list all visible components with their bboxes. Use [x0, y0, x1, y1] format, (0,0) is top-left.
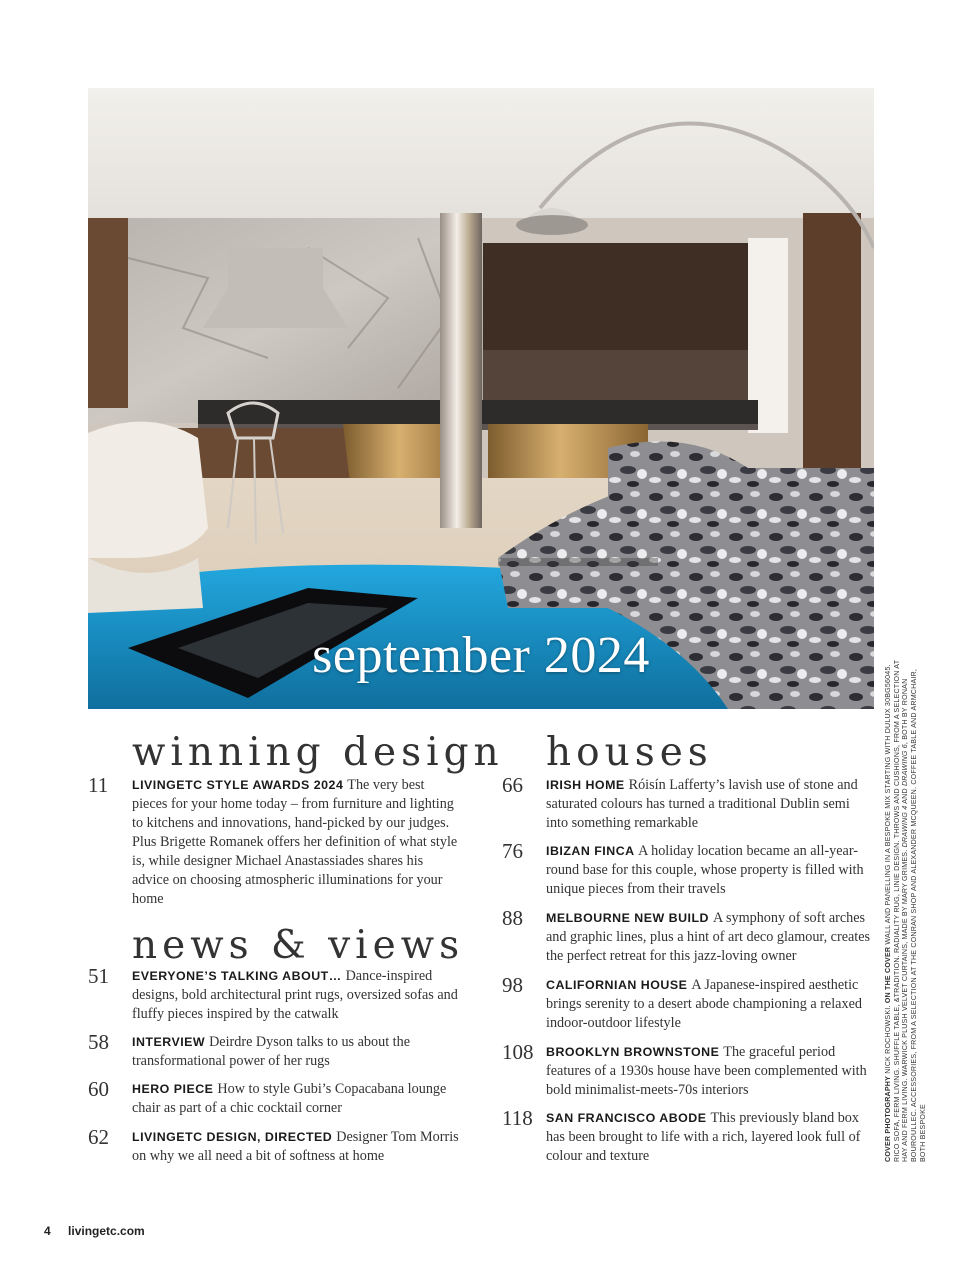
- entry-kicker: HERO PIECE: [132, 1082, 218, 1096]
- credit-artwork-title: DRAWING 6: [901, 744, 910, 787]
- entry-text: A holiday location became an all-year-round base for this couple, whose property is filled with unique pieces from their travels: [546, 843, 864, 897]
- credit-label-on-cover: ON THE COVER: [884, 946, 892, 1004]
- entry-text: A symphony of soft arches and graphic lines, plus a hint of art deco glamour, creates the perfect retreat for this jazz-loving owner: [546, 910, 871, 964]
- credit-artwork-join: AND: [901, 788, 910, 804]
- entry-text: This previously bland box has been brought to life with a rich, layered look full of colour and texture: [546, 1110, 861, 1164]
- credit-artwork-title: DRAWING 4: [901, 805, 910, 848]
- entry-kicker: EVERYONE’S TALKING ABOUT…: [132, 969, 346, 983]
- cover-credit: [884, 652, 928, 1162]
- entry-kicker: INTERVIEW: [132, 1035, 210, 1049]
- page-number: 108: [502, 1040, 534, 1064]
- entry-text: Designer Tom Morris on why we all need a bit of softness at home: [132, 1129, 459, 1164]
- footer-site-link[interactable]: livingetc.com: [68, 1224, 145, 1238]
- page-number: 60: [88, 1077, 109, 1101]
- entry-body: [546, 1109, 875, 1166]
- entry-body: [132, 967, 462, 1024]
- entry-body: [546, 842, 875, 899]
- page-number: 98: [502, 973, 523, 997]
- section-heading-houses: houses: [546, 730, 713, 775]
- entry-body: [546, 976, 875, 1033]
- page-number: 118: [502, 1106, 533, 1130]
- page-number: 58: [88, 1030, 109, 1054]
- entry-text: Deirdre Dyson talks to us about the transformational power of her rugs: [132, 1034, 411, 1069]
- page-number: 76: [502, 839, 523, 863]
- credit-label-photography: COVER PHOTOGRAPHY: [884, 1075, 892, 1162]
- page-number: 66: [502, 773, 523, 797]
- entry-body: [132, 776, 462, 909]
- interior-illustration: [88, 88, 874, 709]
- footer-page-number: 4: [44, 1224, 51, 1238]
- entry-body: [546, 776, 875, 833]
- entry-body: [546, 909, 875, 966]
- entry-kicker: SAN FRANCISCO ABODE: [546, 1111, 711, 1125]
- section-heading-news-views: news & views: [132, 923, 465, 968]
- entry-text: A Japanese-inspired aesthetic brings serenity to a desert abode championing a relaxed indoor-outdoor lifestyle: [546, 977, 862, 1031]
- entry-kicker: CALIFORNIAN HOUSE: [546, 978, 692, 992]
- entry-body: [132, 1128, 462, 1166]
- entry-body: [132, 1033, 462, 1071]
- credit-text-accessories: , BOTH BY RONAN BOUROULLEC. ACCESSORIES, FROM A SELECTION AT THE CONRAN SHOP AND ALEXANDER MCQUEEN. COFFEE TABLE AND ARMCHAIR, BOTH BESPOKE: [901, 668, 927, 1162]
- credit-text-photographer: NICK ROCHOWSKI.: [884, 1005, 892, 1074]
- page-number: 51: [88, 964, 109, 988]
- entry-kicker: MELBOURNE NEW BUILD: [546, 911, 713, 925]
- page-number: 11: [88, 773, 109, 797]
- entry-text: Dance-inspired designs, bold architectural print rugs, oversized sofas and fluffy pieces inspired by the catwalk: [132, 968, 458, 1022]
- page-footer: [44, 1224, 145, 1238]
- page-number: 88: [502, 906, 523, 930]
- entry-body: [132, 1080, 462, 1118]
- cover-photo: [88, 88, 874, 709]
- credit-text-items: WALL AND PANELLING IN A BESPOKE MIX STARTING WITH DULUX 30BG56045. RICO SOFA, FERM LIVING. SHUFFLE TABLE, &TRADITION. RADIALITY RUG, LINIE DESIGN. THROWS AND CUSHIONS, FROM A SELECTION AT HAY AND FERM LIVING. WARWICK PLUSH VELVET CURTAINS, MADE BY MARY GRIMES.: [884, 659, 910, 1162]
- section-heading-winning-design: winning design: [132, 730, 504, 775]
- entry-kicker: LIVINGETC DESIGN, DIRECTED: [132, 1130, 337, 1144]
- entry-text: The very best pieces for your home today – from furniture and lighting to kitchens and innovations, hand-picked by our judges. Plus Brigette Romanek offers her definition of what style is, while designer Michael Anastassiades shares his advice on choosing atmospheric illuminations for your home: [132, 777, 458, 907]
- cover-title: september 2024: [312, 627, 650, 684]
- entry-kicker: IRISH HOME: [546, 778, 629, 792]
- entry-text: How to style Gubi’s Copacabana lounge chair as part of a chic cocktail corner: [132, 1081, 447, 1116]
- entry-kicker: LIVINGETC STYLE AWARDS 2024: [132, 778, 348, 792]
- entry-kicker: BROOKLYN BROWNSTONE: [546, 1045, 724, 1059]
- entry-text: The graceful period features of a 1930s house have been complemented with bold minimalist-meets-70s interiors: [546, 1044, 867, 1098]
- entry-kicker: IBIZAN FINCA: [546, 844, 639, 858]
- page-number: 62: [88, 1125, 109, 1149]
- entry-body: [546, 1043, 875, 1100]
- entry-text: Róisín Lafferty’s lavish use of stone and saturated colours has turned a traditional Dublin semi into something remarkable: [546, 777, 858, 831]
